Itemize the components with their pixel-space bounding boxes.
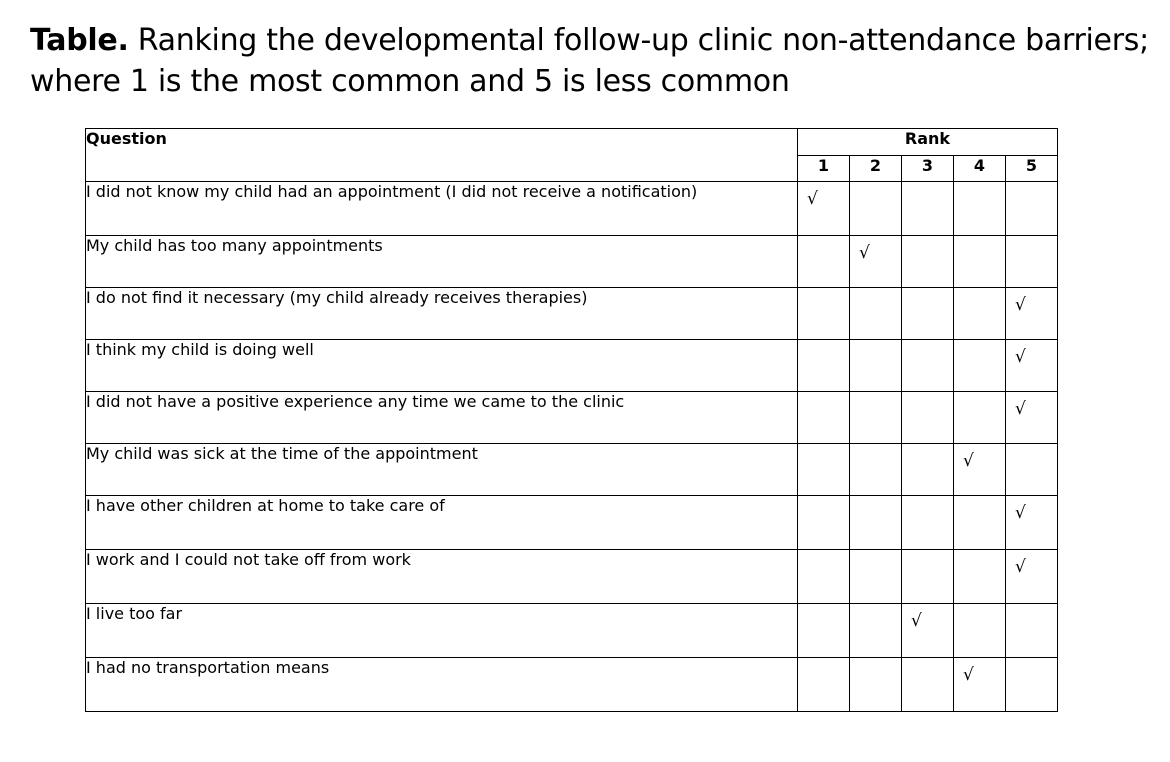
rank-cell-1 [798,288,850,340]
rank-cell-4 [954,658,1006,712]
header-row [86,129,1058,156]
rank-cell-5 [1006,604,1058,658]
rank-cell-5 [1006,444,1058,496]
table-body [86,182,1058,712]
question-cell: I had no transportation means [86,658,798,712]
question-cell: I live too far [86,604,798,658]
table-row [86,444,1058,496]
rank-column-2: 2 [850,156,902,182]
rank-column-4: 4 [954,156,1006,182]
question-cell: My child was sick at the time of the appointment [86,444,798,496]
rank-cell-1 [798,340,850,392]
rank-cell-4 [954,604,1006,658]
table-row [86,604,1058,658]
check-mark-icon: √ [911,611,922,631]
rank-cell-1 [798,658,850,712]
rank-cell-2 [850,236,902,288]
caption-text: Ranking the developmental follow-up clinic non-attendance barriers; where 1 is the most common and 5 is less common [30,23,1149,99]
rank-cell-5 [1006,236,1058,288]
table-row [86,236,1058,288]
question-header: Question [86,129,798,182]
check-mark-icon: √ [963,451,974,471]
rank-cell-1 [798,236,850,288]
table-row [86,496,1058,550]
rank-column-3: 3 [902,156,954,182]
rank-cell-2 [850,658,902,712]
rank-cell-1 [798,182,850,236]
rank-cell-5 [1006,340,1058,392]
rank-cell-4 [954,340,1006,392]
rank-cell-2 [850,496,902,550]
check-mark-icon: √ [1015,295,1026,315]
rank-cell-4 [954,236,1006,288]
rank-cell-2 [850,340,902,392]
rank-cell-5 [1006,288,1058,340]
rank-cell-2 [850,550,902,604]
rank-cell-2 [850,182,902,236]
check-mark-icon: √ [859,243,870,263]
question-cell: I did not have a positive experience any time we came to the clinic [86,392,798,444]
check-mark-icon: √ [807,189,818,209]
rank-cell-4 [954,182,1006,236]
rank-cell-2 [850,392,902,444]
rank-cell-4 [954,550,1006,604]
question-cell: I did not know my child had an appointment (I did not receive a notification) [86,182,798,236]
table-row [86,658,1058,712]
rank-cell-3 [902,550,954,604]
table-row [86,182,1058,236]
rank-cell-5 [1006,658,1058,712]
check-mark-icon: √ [1015,347,1026,367]
rank-cell-1 [798,392,850,444]
rank-cell-4 [954,496,1006,550]
rank-cell-5 [1006,550,1058,604]
rank-cell-3 [902,604,954,658]
question-cell: I have other children at home to take care of [86,496,798,550]
rank-cell-2 [850,444,902,496]
rank-column-1: 1 [798,156,850,182]
rank-cell-3 [902,392,954,444]
rank-header: Rank [798,129,1058,156]
check-mark-icon: √ [963,665,974,685]
rank-cell-3 [902,658,954,712]
question-cell: I work and I could not take off from work [86,550,798,604]
table-row [86,550,1058,604]
rank-cell-3 [902,340,954,392]
question-cell: My child has too many appointments [86,236,798,288]
rank-cell-5 [1006,496,1058,550]
rank-cell-5 [1006,392,1058,444]
table-row [86,392,1058,444]
rank-cell-3 [902,182,954,236]
table-row [86,288,1058,340]
check-mark-icon: √ [1015,557,1026,577]
ranking-table [85,128,1058,712]
rank-cell-1 [798,550,850,604]
rank-cell-3 [902,444,954,496]
rank-cell-2 [850,604,902,658]
rank-cell-1 [798,604,850,658]
question-cell: I think my child is doing well [86,340,798,392]
rank-cell-4 [954,444,1006,496]
table-caption [30,20,1160,102]
check-mark-icon: √ [1015,503,1026,523]
rank-cell-3 [902,236,954,288]
rank-cell-1 [798,444,850,496]
rank-column-5: 5 [1006,156,1058,182]
rank-cell-1 [798,496,850,550]
caption-lead: Table. [30,23,129,58]
question-cell: I do not find it necessary (my child already receives therapies) [86,288,798,340]
table-row [86,340,1058,392]
rank-cell-3 [902,288,954,340]
rank-cell-2 [850,288,902,340]
rank-cell-4 [954,392,1006,444]
check-mark-icon: √ [1015,399,1026,419]
rank-cell-3 [902,496,954,550]
rank-cell-5 [1006,182,1058,236]
rank-cell-4 [954,288,1006,340]
